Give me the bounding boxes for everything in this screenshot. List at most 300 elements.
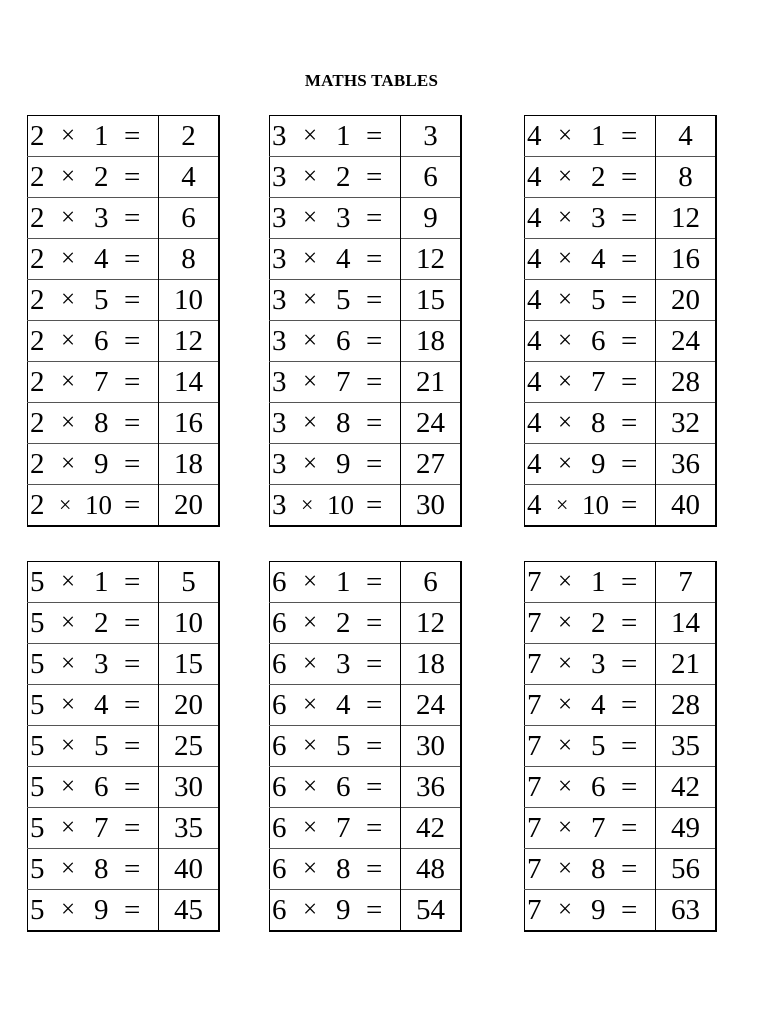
- base-number: 3: [272, 120, 287, 152]
- result-cell: 30: [401, 726, 462, 767]
- result-cell: 12: [401, 603, 462, 644]
- expression-cell: [28, 157, 159, 198]
- base-number: 3: [272, 448, 287, 480]
- table-row: [270, 767, 462, 808]
- multiplier: 6: [591, 771, 606, 803]
- times-sign: ×: [61, 568, 76, 595]
- result-cell: 21: [656, 644, 717, 685]
- times-sign: ×: [61, 327, 76, 354]
- expression-cell: [28, 644, 159, 685]
- equals-sign: =: [366, 161, 383, 193]
- result-cell: 40: [159, 849, 220, 890]
- base-number: 7: [527, 566, 542, 598]
- base-number: 3: [272, 284, 287, 316]
- equals-sign: =: [124, 607, 141, 639]
- equals-sign: =: [621, 120, 638, 152]
- base-number: 4: [527, 243, 542, 275]
- times-sign: ×: [558, 896, 573, 923]
- expression-cell: [270, 767, 401, 808]
- base-number: 2: [30, 120, 45, 152]
- table-row: [525, 198, 717, 239]
- table-row: [525, 767, 717, 808]
- multiplier: 8: [591, 407, 606, 439]
- result-cell: 10: [159, 280, 220, 321]
- expression-cell: [525, 726, 656, 767]
- page-title: MATHS TABLES: [304, 71, 439, 90]
- equals-sign: =: [621, 202, 638, 234]
- result-cell: 45: [159, 890, 220, 932]
- equals-sign: =: [621, 607, 638, 639]
- multiplier: 1: [94, 566, 109, 598]
- expression-cell: [270, 726, 401, 767]
- multiplier: 4: [336, 689, 351, 721]
- times-sign: ×: [303, 568, 318, 595]
- base-number: 5: [30, 689, 45, 721]
- base-number: 2: [30, 366, 45, 398]
- result-cell: 56: [656, 849, 717, 890]
- equals-sign: =: [124, 771, 141, 803]
- multiplier: 3: [94, 202, 109, 234]
- expression-cell: [525, 362, 656, 403]
- multiplier: 7: [94, 366, 109, 398]
- base-number: 7: [527, 894, 542, 926]
- expression-cell: [270, 485, 401, 527]
- times-sign: ×: [303, 650, 318, 677]
- expression-cell: [525, 808, 656, 849]
- multiplier: 1: [591, 120, 606, 152]
- times-sign: ×: [558, 773, 573, 800]
- result-cell: 48: [401, 849, 462, 890]
- table-row: [525, 685, 717, 726]
- expression-cell: [28, 403, 159, 444]
- base-number: 3: [272, 489, 287, 521]
- result-cell: 12: [656, 198, 717, 239]
- result-cell: 16: [159, 403, 220, 444]
- result-cell: 4: [159, 157, 220, 198]
- result-cell: 32: [656, 403, 717, 444]
- table-row: [525, 485, 717, 527]
- expression-cell: [525, 280, 656, 321]
- result-cell: 8: [656, 157, 717, 198]
- result-cell: 24: [656, 321, 717, 362]
- result-cell: 12: [401, 239, 462, 280]
- multiplier: 1: [94, 120, 109, 152]
- expression-cell: [270, 603, 401, 644]
- base-number: 4: [527, 202, 542, 234]
- times-sign: ×: [558, 650, 573, 677]
- equals-sign: =: [366, 407, 383, 439]
- table-row: [28, 321, 220, 362]
- equals-sign: =: [621, 566, 638, 598]
- table-row: [28, 726, 220, 767]
- multiplier: 1: [591, 566, 606, 598]
- times-table-4: [524, 115, 717, 527]
- table-row: [270, 808, 462, 849]
- equals-sign: =: [124, 648, 141, 680]
- base-number: 2: [30, 407, 45, 439]
- expression-cell: [525, 849, 656, 890]
- times-sign: ×: [558, 286, 573, 313]
- equals-sign: =: [366, 812, 383, 844]
- result-cell: 16: [656, 239, 717, 280]
- expression-cell: [28, 321, 159, 362]
- multiplier: 6: [94, 325, 109, 357]
- multiplier: 9: [94, 894, 109, 926]
- equals-sign: =: [366, 448, 383, 480]
- times-sign: ×: [61, 409, 76, 436]
- result-cell: 28: [656, 685, 717, 726]
- expression-cell: [28, 603, 159, 644]
- multiplier: 6: [591, 325, 606, 357]
- times-sign: ×: [303, 691, 318, 718]
- base-number: 5: [30, 853, 45, 885]
- table-row: [525, 808, 717, 849]
- result-cell: 36: [656, 444, 717, 485]
- base-number: 2: [30, 325, 45, 357]
- times-sign: ×: [61, 650, 76, 677]
- result-cell: 30: [159, 767, 220, 808]
- table-row: [28, 362, 220, 403]
- times-table-5: [27, 561, 220, 932]
- result-cell: 30: [401, 485, 462, 527]
- times-sign: ×: [558, 122, 573, 149]
- times-sign: ×: [61, 122, 76, 149]
- table-row: [525, 321, 717, 362]
- table-row: [270, 849, 462, 890]
- expression-cell: [525, 767, 656, 808]
- expression-cell: [525, 403, 656, 444]
- times-sign: ×: [61, 896, 76, 923]
- multiplier: 4: [336, 243, 351, 275]
- equals-sign: =: [124, 366, 141, 398]
- expression-cell: [270, 362, 401, 403]
- multiplier: 2: [336, 161, 351, 193]
- equals-sign: =: [124, 448, 141, 480]
- multiplier: 7: [336, 366, 351, 398]
- equals-sign: =: [366, 120, 383, 152]
- base-number: 7: [527, 853, 542, 885]
- result-cell: 27: [401, 444, 462, 485]
- result-cell: 21: [401, 362, 462, 403]
- expression-cell: [525, 157, 656, 198]
- multiplier: 2: [591, 607, 606, 639]
- equals-sign: =: [366, 607, 383, 639]
- table-row: [28, 767, 220, 808]
- equals-sign: =: [124, 120, 141, 152]
- expression-cell: [270, 116, 401, 157]
- result-cell: 54: [401, 890, 462, 932]
- expression-cell: [28, 767, 159, 808]
- result-cell: 6: [423, 566, 438, 598]
- result-cell: 18: [401, 321, 462, 362]
- equals-sign: =: [621, 489, 638, 521]
- equals-sign: =: [621, 812, 638, 844]
- result-cell: 3: [423, 120, 438, 152]
- base-number: 5: [30, 730, 45, 762]
- expression-cell: [525, 562, 656, 603]
- multiplier: 1: [336, 566, 351, 598]
- multiplier: 5: [94, 284, 109, 316]
- equals-sign: =: [124, 812, 141, 844]
- result-cell: 24: [401, 685, 462, 726]
- expression-cell: [28, 562, 159, 603]
- base-number: 4: [527, 489, 542, 521]
- equals-sign: =: [124, 161, 141, 193]
- base-number: 4: [527, 325, 542, 357]
- base-number: 4: [527, 407, 542, 439]
- multiplier: 7: [591, 366, 606, 398]
- equals-sign: =: [621, 325, 638, 357]
- times-sign: ×: [558, 691, 573, 718]
- result-cell: 40: [656, 485, 717, 527]
- table-row: [270, 157, 462, 198]
- equals-sign: =: [366, 730, 383, 762]
- multiplier: 2: [336, 607, 351, 639]
- base-number: 7: [527, 771, 542, 803]
- equals-sign: =: [621, 648, 638, 680]
- result-cell: 28: [656, 362, 717, 403]
- multiplier: 5: [336, 730, 351, 762]
- times-sign: ×: [558, 732, 573, 759]
- table-row: [28, 603, 220, 644]
- equals-sign: =: [124, 894, 141, 926]
- times-sign: ×: [61, 163, 76, 190]
- expression-cell: [270, 890, 401, 932]
- multiplier: 9: [336, 894, 351, 926]
- table-row: [270, 362, 462, 403]
- equals-sign: =: [621, 730, 638, 762]
- times-sign: ×: [59, 492, 72, 517]
- table-row: [28, 890, 220, 932]
- times-sign: ×: [556, 492, 569, 517]
- times-sign: ×: [303, 245, 318, 272]
- result-cell: 18: [401, 644, 462, 685]
- table-row: [28, 644, 220, 685]
- base-number: 3: [272, 366, 287, 398]
- multiplier: 5: [591, 730, 606, 762]
- expression-cell: [270, 808, 401, 849]
- table-row: [525, 157, 717, 198]
- base-number: 4: [527, 448, 542, 480]
- multiplier: 10: [327, 490, 354, 520]
- result-cell: 42: [401, 808, 462, 849]
- base-number: 5: [30, 812, 45, 844]
- expression-cell: [525, 116, 656, 157]
- multiplier: 3: [591, 202, 606, 234]
- multiplier: 4: [94, 243, 109, 275]
- table-row: [525, 890, 717, 932]
- equals-sign: =: [366, 853, 383, 885]
- table-row: [525, 280, 717, 321]
- table-row: [525, 116, 717, 157]
- result-cell: 6: [159, 198, 220, 239]
- expression-cell: [270, 239, 401, 280]
- times-table-3: [269, 115, 462, 527]
- result-cell: 18: [159, 444, 220, 485]
- base-number: 6: [272, 771, 287, 803]
- multiplier: 7: [94, 812, 109, 844]
- base-number: 2: [30, 202, 45, 234]
- base-number: 3: [272, 407, 287, 439]
- times-sign: ×: [558, 450, 573, 477]
- table-row: [28, 444, 220, 485]
- multiplier: 1: [336, 120, 351, 152]
- base-number: 5: [30, 771, 45, 803]
- equals-sign: =: [366, 284, 383, 316]
- multiplier: 7: [591, 812, 606, 844]
- table-row: [28, 157, 220, 198]
- expression-cell: [525, 685, 656, 726]
- base-number: 2: [30, 448, 45, 480]
- base-number: 4: [527, 366, 542, 398]
- multiplier: 9: [336, 448, 351, 480]
- expression-cell: [525, 239, 656, 280]
- multiplier: 4: [591, 689, 606, 721]
- times-sign: ×: [61, 609, 76, 636]
- times-sign: ×: [303, 896, 318, 923]
- table-row: [525, 239, 717, 280]
- base-number: 5: [30, 648, 45, 680]
- times-sign: ×: [61, 450, 76, 477]
- expression-cell: [28, 685, 159, 726]
- table-row: [270, 321, 462, 362]
- base-number: 4: [527, 120, 542, 152]
- multiplier: 5: [336, 284, 351, 316]
- table-row: [28, 849, 220, 890]
- result-cell: 15: [401, 280, 462, 321]
- table-row: [525, 849, 717, 890]
- expression-cell: [270, 849, 401, 890]
- result-cell: 49: [656, 808, 717, 849]
- table-row: [28, 280, 220, 321]
- result-cell: 2: [181, 120, 196, 152]
- multiplier: 4: [591, 243, 606, 275]
- table-row: [270, 685, 462, 726]
- result-cell: 35: [159, 808, 220, 849]
- times-sign: ×: [61, 368, 76, 395]
- expression-cell: [270, 321, 401, 362]
- result-cell: 20: [159, 485, 220, 527]
- expression-cell: [270, 280, 401, 321]
- table-row: [28, 239, 220, 280]
- equals-sign: =: [621, 853, 638, 885]
- table-row: [270, 403, 462, 444]
- times-sign: ×: [303, 368, 318, 395]
- times-sign: ×: [61, 773, 76, 800]
- table-row: [270, 485, 462, 527]
- equals-sign: =: [124, 566, 141, 598]
- table-row: [270, 280, 462, 321]
- expression-cell: [28, 116, 159, 157]
- table-row: [28, 562, 220, 603]
- table-row: [270, 726, 462, 767]
- multiplier: 6: [336, 325, 351, 357]
- multiplier: 3: [94, 648, 109, 680]
- times-sign: ×: [303, 609, 318, 636]
- multiplier: 2: [94, 607, 109, 639]
- times-table-2: [27, 115, 220, 527]
- base-number: 5: [30, 566, 45, 598]
- base-number: 4: [527, 161, 542, 193]
- equals-sign: =: [124, 489, 141, 521]
- equals-sign: =: [621, 448, 638, 480]
- result-cell: 10: [159, 603, 220, 644]
- base-number: 6: [272, 894, 287, 926]
- multiplier: 5: [94, 730, 109, 762]
- times-sign: ×: [558, 368, 573, 395]
- result-cell: 8: [159, 239, 220, 280]
- equals-sign: =: [124, 284, 141, 316]
- equals-sign: =: [124, 730, 141, 762]
- expression-cell: [270, 198, 401, 239]
- table-row: [28, 198, 220, 239]
- expression-cell: [270, 562, 401, 603]
- multiplier: 3: [591, 648, 606, 680]
- table-row: [270, 603, 462, 644]
- result-cell: 63: [656, 890, 717, 932]
- table-row: [28, 485, 220, 527]
- result-cell: 20: [656, 280, 717, 321]
- base-number: 6: [272, 648, 287, 680]
- times-sign: ×: [303, 204, 318, 231]
- expression-cell: [525, 321, 656, 362]
- equals-sign: =: [366, 243, 383, 275]
- table-row: [525, 362, 717, 403]
- expression-cell: [270, 444, 401, 485]
- times-sign: ×: [558, 609, 573, 636]
- times-sign: ×: [303, 855, 318, 882]
- times-sign: ×: [303, 286, 318, 313]
- result-cell: 42: [656, 767, 717, 808]
- base-number: 2: [30, 489, 45, 521]
- table-row: [270, 198, 462, 239]
- equals-sign: =: [621, 284, 638, 316]
- times-sign: ×: [558, 245, 573, 272]
- multiplier: 10: [85, 490, 112, 520]
- table-row: [525, 562, 717, 603]
- multiplier: 9: [591, 894, 606, 926]
- expression-cell: [525, 890, 656, 932]
- result-cell: 15: [159, 644, 220, 685]
- equals-sign: =: [621, 161, 638, 193]
- expression-cell: [525, 644, 656, 685]
- multiplier: 2: [94, 161, 109, 193]
- table-row: [270, 116, 462, 157]
- expression-cell: [525, 603, 656, 644]
- times-sign: ×: [303, 732, 318, 759]
- times-sign: ×: [301, 492, 314, 517]
- times-table-6: [269, 561, 462, 932]
- table-row: [270, 644, 462, 685]
- times-sign: ×: [61, 814, 76, 841]
- table-row: [525, 444, 717, 485]
- times-sign: ×: [558, 814, 573, 841]
- base-number: 7: [527, 689, 542, 721]
- equals-sign: =: [621, 689, 638, 721]
- base-number: 7: [527, 648, 542, 680]
- times-sign: ×: [558, 327, 573, 354]
- multiplier: 8: [94, 407, 109, 439]
- times-sign: ×: [61, 732, 76, 759]
- base-number: 6: [272, 812, 287, 844]
- multiplier: 9: [94, 448, 109, 480]
- base-number: 6: [272, 689, 287, 721]
- equals-sign: =: [366, 648, 383, 680]
- table-row: [525, 726, 717, 767]
- times-sign: ×: [558, 409, 573, 436]
- base-number: 7: [527, 607, 542, 639]
- table-row: [270, 890, 462, 932]
